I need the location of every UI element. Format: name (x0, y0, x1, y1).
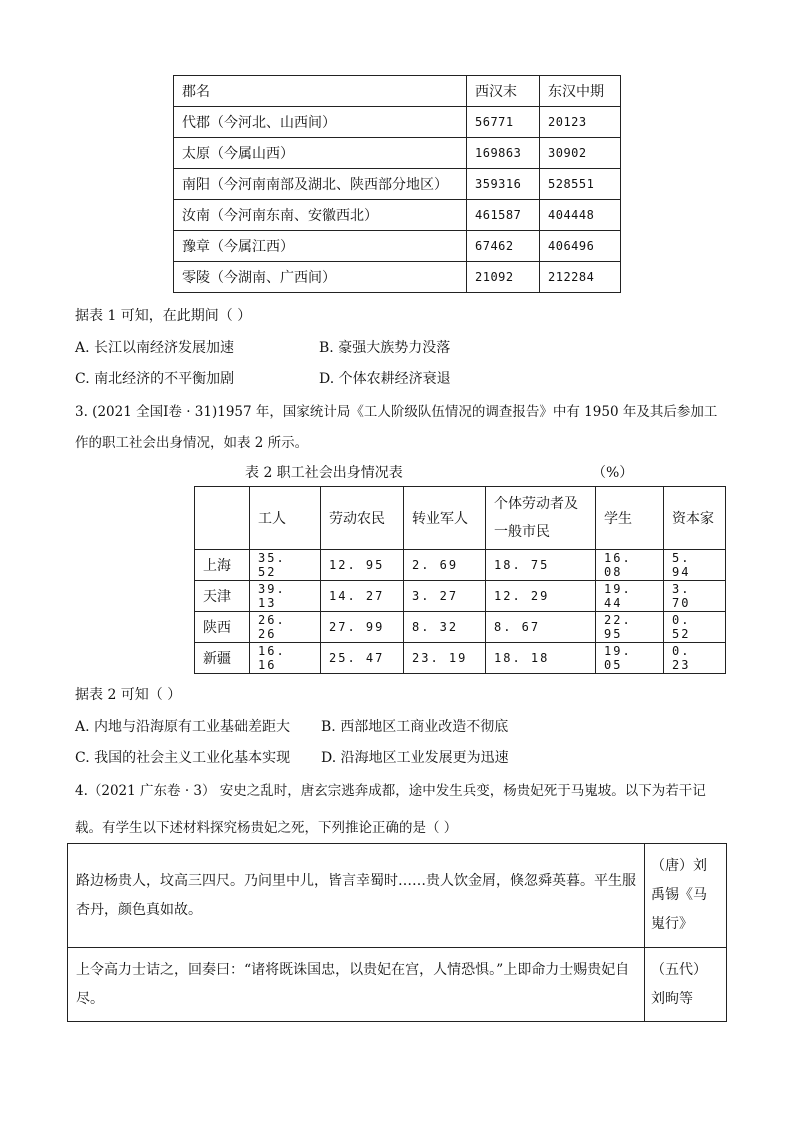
table-row (195, 550, 726, 581)
header-line: 个体劳动者及 (494, 496, 578, 512)
header-veterans: 转业军人 (404, 487, 486, 550)
cell-value: 8. 32 (404, 612, 486, 643)
cell-value: 0. 23 (664, 643, 726, 674)
header-individual-laborers (486, 487, 596, 550)
cell-value: 528551 (540, 169, 621, 200)
cell-region: 新疆 (195, 643, 250, 674)
sources-table (67, 843, 727, 1022)
table2-caption: 表 2 职工社会出身情况表 (245, 465, 403, 481)
header-capitalists: 资本家 (664, 487, 726, 550)
q2-option-b: B. 豪强大族势力没落 (319, 340, 451, 356)
table2-unit: （%） (592, 465, 634, 481)
q4-text-line1: 4.（2021 广东卷 · 3） 安史之乱时，唐玄宗逃奔成都，途中发生兵变，杨贵妃死于马嵬坡。以下为若干记 (75, 783, 706, 799)
cell-value: 8. 67 (486, 612, 596, 643)
table-row (174, 262, 621, 293)
q3-text-line1: 3. (2021 全国Ⅰ卷 · 31)1957 年，国家统计局《工人阶级队伍情况的调查报告》中有 1950 年及其后参加工 (75, 404, 718, 420)
q2-option-c: C. 南北经济的不平衡加剧 (75, 371, 235, 387)
cell-value: 39. 13 (250, 581, 321, 612)
table-row (174, 231, 621, 262)
cell-value: 14. 27 (321, 581, 404, 612)
cell-value: 169863 (467, 138, 540, 169)
q3-option-b: B. 西部地区工商业改造不彻底 (321, 719, 509, 735)
cell-value: 19. 05 (596, 643, 664, 674)
cell-region: 上海 (195, 550, 250, 581)
header-commandery: 郡名 (174, 76, 467, 107)
cell-name: 零陵（今湖南、广西间） (174, 262, 467, 293)
cell-value: 26. 26 (250, 612, 321, 643)
table-row (174, 169, 621, 200)
cell-value: 404448 (540, 200, 621, 231)
header-peasants: 劳动农民 (321, 487, 404, 550)
occupation-origin-table (194, 486, 726, 674)
cell-value: 18. 18 (486, 643, 596, 674)
cell-value: 30902 (540, 138, 621, 169)
cell-name: 代郡（今河北、山西间） (174, 107, 467, 138)
cell-value: 19. 44 (596, 581, 664, 612)
cell-value: 5. 94 (664, 550, 726, 581)
cell-value: 212284 (540, 262, 621, 293)
q3-option-c: C. 我国的社会主义工业化基本实现 (75, 750, 291, 766)
q4-text-line2: 载。有学生以下述材料探究杨贵妃之死，下列推论正确的是（ ） (75, 820, 458, 836)
table-header-row (195, 487, 726, 550)
cell-value: 23. 19 (404, 643, 486, 674)
q2-option-a: A. 长江以南经济发展加速 (75, 340, 235, 356)
cell-name: 南阳（今河南南部及湖北、陕西部分地区） (174, 169, 467, 200)
header-workers: 工人 (250, 487, 321, 550)
table-row (174, 107, 621, 138)
q3-option-a: A. 内地与沿海原有工业基础差距大 (75, 719, 291, 735)
cell-value: 16. 08 (596, 550, 664, 581)
cell-value: 27. 99 (321, 612, 404, 643)
cell-value: 3. 27 (404, 581, 486, 612)
source-text: 路边杨贵人，坟高三四尺。乃问里中儿，皆言幸蜀时……贵人饮金屑，倏忽舜英暮。平生服杏丹，颜色真如故。 (68, 844, 645, 948)
table-row (195, 612, 726, 643)
header-blank (195, 487, 250, 550)
cell-value: 16. 16 (250, 643, 321, 674)
q3-text-line2: 作的职工社会出身情况，如表 2 所示。 (75, 435, 309, 451)
table-row (174, 200, 621, 231)
cell-value: 35. 52 (250, 550, 321, 581)
cell-value: 3. 70 (664, 581, 726, 612)
header-western-han: 西汉末 (467, 76, 540, 107)
q2-stem: 据表 1 可知，在此期间（ ） (75, 308, 252, 324)
table-row (174, 138, 621, 169)
cell-value: 67462 (467, 231, 540, 262)
cell-value: 12. 95 (321, 550, 404, 581)
cell-value: 461587 (467, 200, 540, 231)
cell-value: 56771 (467, 107, 540, 138)
cell-region: 陕西 (195, 612, 250, 643)
population-table (173, 75, 621, 293)
q3-option-d: D. 沿海地区工业发展更为迅速 (321, 750, 509, 766)
table-row (68, 844, 727, 948)
cell-value: 25. 47 (321, 643, 404, 674)
source-citation: （唐）刘禹锡《马嵬行》 (645, 844, 727, 948)
cell-name: 汝南（今河南东南、安徽西北） (174, 200, 467, 231)
cell-value: 21092 (467, 262, 540, 293)
header-line: 一般市民 (494, 524, 550, 540)
source-text: 上令高力士诘之，回奏曰：“诸将既诛国忠，以贵妃在宫，人情恐惧。”上即命力士赐贵妃自尽。 (68, 948, 645, 1022)
cell-value: 20123 (540, 107, 621, 138)
table-header-row (174, 76, 621, 107)
q2-option-d: D. 个体农耕经济衰退 (319, 371, 451, 387)
header-eastern-han: 东汉中期 (540, 76, 621, 107)
cell-region: 天津 (195, 581, 250, 612)
cell-value: 359316 (467, 169, 540, 200)
cell-value: 0. 52 (664, 612, 726, 643)
q3-stem: 据表 2 可知（ ） (75, 687, 182, 703)
table-row (68, 948, 727, 1022)
cell-value: 22. 95 (596, 612, 664, 643)
cell-value: 406496 (540, 231, 621, 262)
cell-value: 12. 29 (486, 581, 596, 612)
cell-value: 2. 69 (404, 550, 486, 581)
source-citation: （五代）刘昫等 (645, 948, 727, 1022)
table-row (195, 581, 726, 612)
table-row (195, 643, 726, 674)
cell-name: 豫章（今属江西） (174, 231, 467, 262)
header-students: 学生 (596, 487, 664, 550)
cell-name: 太原（今属山西） (174, 138, 467, 169)
cell-value: 18. 75 (486, 550, 596, 581)
